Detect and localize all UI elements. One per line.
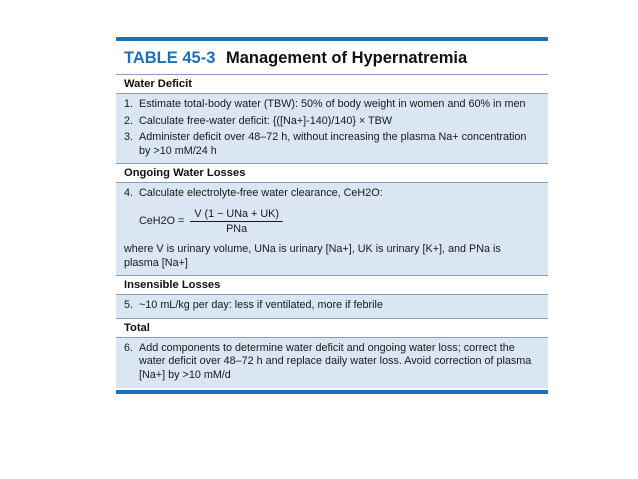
section-heading-insensible-losses: Insensible Losses [116, 275, 548, 295]
section-body-insensible-losses [116, 295, 548, 318]
table-title [116, 41, 548, 74]
item-number: 6. [124, 341, 134, 354]
list-item [124, 98, 538, 112]
list-item [124, 342, 538, 383]
section-body-water-deficit [116, 94, 548, 163]
item-number: 1. [124, 98, 134, 110]
formula-lhs: CeH2O = [139, 215, 185, 228]
hypernatremia-table [116, 37, 548, 394]
section-heading-ongoing-losses: Ongoing Water Losses [116, 163, 548, 183]
definition-text [124, 243, 538, 270]
list-item [124, 187, 538, 201]
section-body-total [116, 338, 548, 388]
list-item [124, 115, 538, 129]
table-number: TABLE 45-3 [124, 49, 216, 67]
definition-body: where V is urinary volume, UNa is urinary [Na+], UK is urinary [K+], and PNa is plasma [Na+] [124, 242, 501, 269]
clearance-formula [139, 205, 538, 239]
item-text: Add components to determine water deficit and ongoing water loss; correct the water deficit over 48–72 h and replace daily water loss. Avoid correction of plasma [Na+] by >10 mM/d [139, 341, 532, 381]
formula-numerator: V (1 − UNa + UK) [190, 207, 283, 222]
formula-fraction [190, 207, 283, 236]
item-text: Calculate electrolyte-free water clearance, CeH2O: [139, 187, 383, 200]
item-number: 2. [124, 114, 134, 127]
list-item [124, 299, 538, 313]
table-title-text: Management of Hypernatremia [225, 49, 468, 67]
section-heading-water-deficit: Water Deficit [116, 74, 548, 94]
item-number: 5. [124, 299, 134, 312]
formula-denominator: PNa [226, 223, 248, 236]
item-number: 4. [124, 187, 134, 200]
list-item [124, 131, 538, 158]
item-text: Administer deficit over 48–72 h, without increasing the plasma Na+ concentration by >10 mM/24 h [139, 131, 527, 157]
bottom-rule [116, 390, 548, 394]
section-heading-total: Total [116, 318, 548, 338]
item-text: Estimate total-body water (TBW): 50% of body weight in women and 60% in men [139, 98, 526, 110]
item-number: 3. [124, 131, 134, 144]
item-text: ~10 mL/kg per day: less if ventilated, more if febrile [139, 299, 383, 312]
item-text: Calculate free-water deficit: {([Na+]-140)/140} × TBW [139, 114, 393, 127]
section-body-ongoing-losses [116, 183, 548, 275]
